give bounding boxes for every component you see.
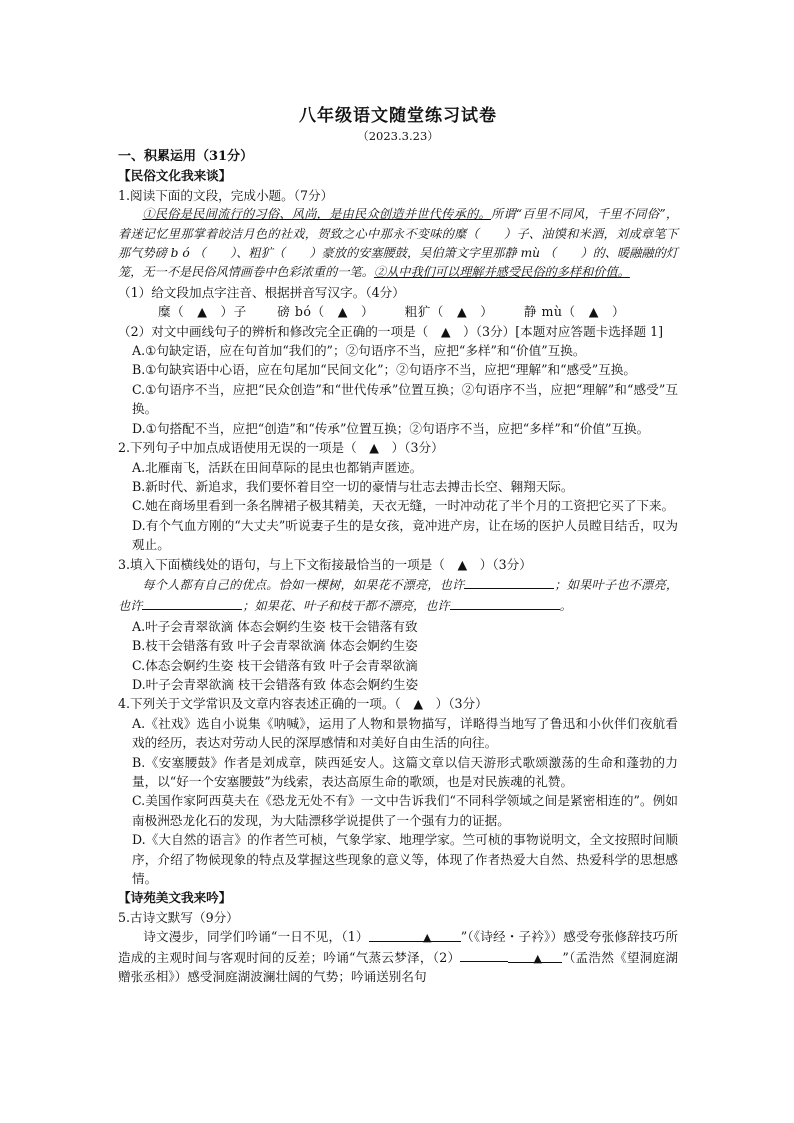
passage-text: 。: [559, 599, 572, 614]
section-heading-1: 一、积累运用（31分）: [118, 149, 254, 164]
pinyin-items: [118, 302, 678, 321]
option-c[interactable]: C.美国作家阿西莫夫在《恐龙无处不有》一文中告诉我们“不同科学领域之间是紧密相连的”。例如南极洲恐龙化石的发现，为大陆漂移学说提供了一个强有力的证据。: [132, 793, 678, 828]
passage-text: ”（《诗经・子衿》）感受夸张修辞技巧所造成的主观时间与客观时间的反差；吟诵“气蒸云梦泽，（2）: [118, 929, 678, 965]
passage-text: ”（孟浩然《望洞庭湖赠张丞相》）感受洞庭湖波澜壮阔的气势；吟诵送别名句: [118, 949, 678, 985]
fill-blank[interactable]: [508, 948, 562, 963]
option-d[interactable]: D.《大自然的语言》的作者竺可桢，气象学家、地理学家。竺可桢的事物说明文，全文按照时间顺序，介绍了物候现象的特点及掌握这些现象的意义等，体现了作者热爱大自然、热爱科学的思想感情。: [132, 832, 678, 887]
passage-text: 诗文漫步，同学们吟诵“一日不见，（1）: [143, 929, 369, 945]
fill-blank[interactable]: [142, 595, 242, 610]
option-a[interactable]: A.《社戏》选自小说集《呐喊》，运用了人物和景物描写，详略得当地写了鲁迅和小伙伴们夜航看戏的经历，表达对劳动人民的深厚感情和对美好自由生活的向往。: [132, 715, 678, 751]
question-3-stem: 3.填入下面横线处的语句，与上下文衔接最恰当的一项是（ ▲ ）（3分）: [118, 556, 532, 572]
exam-date: （2023.3.23）: [357, 129, 439, 143]
option-b[interactable]: B.《安塞腰鼓》作者是刘成章，陕西延安人。这篇文章以信天游形式歌颂激荡的生命和蓬勃的力量，以“好一个安塞腰鼓”为线索，表达高原生命的歌颂，也是对民族魂的礼赞。: [132, 754, 678, 789]
pinyin-item[interactable]: 磅 bó（ ▲ ）: [277, 304, 375, 320]
option-b[interactable]: B.①句缺宾语中心语，应在句尾加“民间文化”；②句语序不当，应把“理解”和“感受”互换。: [132, 362, 636, 378]
pinyin-item[interactable]: 粗犷（ ▲ ）: [404, 304, 494, 320]
passage-body: 所谓“百里不同风，千里不同俗”，着迷记忆里那掌着皎洁月色的社戏，贺致之心中那永不变味的糜（ ）子、油馍和米酒，刘成章笔下那气势磅 b ó （ ）、粗犷（ ）豪放的安塞腰鼓，吴伯箫文字里那静 mù （ ）的、暖融融的灯笼，无一不是民俗风情画卷中色彩浓重的一笔。: [118, 207, 679, 280]
subsection-heading-folk: 【民俗文化我来谈】: [118, 168, 232, 184]
fill-blank[interactable]: [369, 927, 461, 945]
option-b[interactable]: B.新时代、新追求，我们要怀着目空一切的豪情与壮志去搏击长空、翱翔天际。: [132, 478, 574, 494]
passage-text: ；如果花、叶子和枝干都不漂亮，也许: [242, 599, 450, 614]
option-d[interactable]: D.叶子会青翠欲滴 枝干会错落有致 体态会婀约生姿: [132, 676, 419, 692]
subsection-heading-poetry: 【诗苑美文我来吟】: [118, 890, 232, 906]
triangle-marker: ▲: [533, 951, 542, 965]
option-c[interactable]: C.她在商场里看到一条名牌裙子极其精美，天衣无缝，一时冲动花了半个月的工资把它买了下来。: [132, 498, 675, 514]
question-1-sub-1: （1）给文段加点字注音、根据拼音写汉字。（4分）: [118, 284, 405, 300]
pinyin-item[interactable]: 静 mù（ ▲ ）: [523, 304, 626, 320]
question-3-passage: [118, 574, 678, 617]
option-b[interactable]: B.枝干会错落有致 叶子会青翠欲滴 体态会婀约生姿: [132, 638, 418, 654]
question-5-passage: [118, 927, 678, 986]
question-1-stem: 1.阅读下面的文段，完成小题。（7分）: [118, 187, 334, 203]
question-5-stem: 5.古诗文默写（9分）: [118, 909, 239, 925]
fill-blank[interactable]: [464, 574, 554, 589]
question-1-passage: [118, 205, 678, 283]
underlined-sentence-1: ①民俗是民间流行的习俗、风尚，是由民众创造并世代传承的。: [142, 207, 491, 222]
option-c[interactable]: C.体态会婀约生姿 枝干会错落有致 叶子会青翠欲滴: [132, 657, 418, 673]
option-a[interactable]: A.①句缺定语，应在句首加“我们的”；②句语序不当，应把“多样”和“价值”互换。: [132, 343, 586, 359]
option-c[interactable]: C.①句语序不当，应把“民众创造”和“世代传承”位置互换；②句语序不当，应把“理解”和“感受”互换。: [132, 381, 678, 417]
pinyin-item[interactable]: 糜（ ▲ ）子: [158, 304, 247, 320]
page-title: 八年级语文随堂练习试卷: [299, 106, 497, 126]
passage-text: 每个人都有自己的优点。恰如一棵树，如果花不漂亮，也许: [142, 577, 465, 592]
option-d[interactable]: D.①句搭配不当，应把“创造”和“传承”位置互换；②句语序不当，应把“多样”和“价值”互换。: [132, 420, 650, 436]
question-2-stem: 2.下列句子中加点成语使用无误的一项是（ ▲ ）（3分）: [118, 440, 444, 456]
triangle-marker: ▲: [423, 931, 432, 945]
question-1-sub-2: （2）对文中画线句子的辨析和修改完全正确的一项是（ ▲ ）（3分）[本题对应答题卡选择题 1]: [118, 323, 664, 339]
fill-blank[interactable]: [450, 595, 560, 610]
passage-text: ；如果叶子也不漂亮，也许: [118, 577, 679, 614]
fill-blank[interactable]: [460, 947, 508, 962]
option-a[interactable]: A.北雁南飞，活跃在田间草际的昆虫也都销声匿迹。: [132, 459, 423, 475]
exam-page: [118, 96, 678, 986]
option-d[interactable]: D.有个气血方刚的“大丈夫”听说妻子生的是女孩，竟冲进产房，让在场的医护人员瞠目结舌，叹为观止。: [132, 517, 678, 553]
question-4-stem: 4.下列关于文学常识及文章内容表述正确的一项。（ ▲ ）（3分）: [118, 696, 488, 712]
option-a[interactable]: A.叶子会青翠欲滴 体态会婀约生姿 枝干会错落有致: [132, 618, 418, 634]
underlined-sentence-2: ②从中我们可以理解并感受民俗的多样和价值。: [373, 265, 630, 280]
